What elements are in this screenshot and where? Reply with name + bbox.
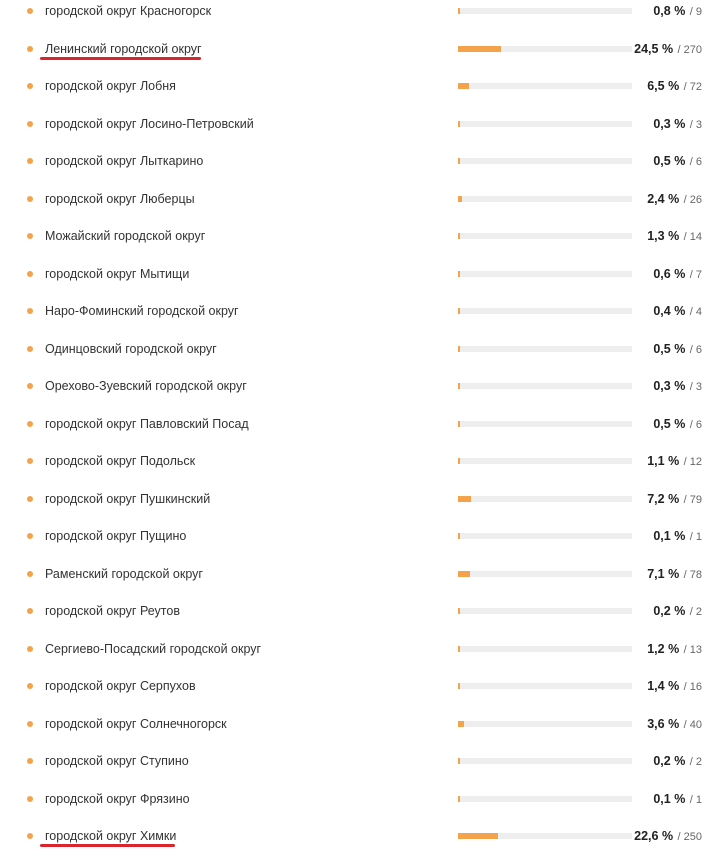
- list-item: [0, 189, 723, 227]
- list-item: [0, 1, 723, 39]
- district-name: городской округ Павловский Посад: [45, 416, 249, 431]
- share-bar-track: [458, 571, 632, 577]
- share-percent: 0,5 %: [653, 341, 686, 356]
- share-value: [620, 226, 702, 247]
- share-value: [620, 451, 702, 472]
- list-item: [0, 826, 723, 864]
- share-bar-fill: [458, 308, 460, 314]
- bullet-dot-icon: [27, 496, 33, 502]
- share-percent: 0,1 %: [653, 529, 686, 543]
- district-name: городской округ Пушкинский: [45, 491, 211, 506]
- list-item: [0, 114, 723, 152]
- share-count: / 7: [689, 268, 702, 281]
- share-count: / 12: [683, 456, 702, 468]
- share-bar-track: [458, 421, 632, 427]
- share-value: [620, 564, 702, 585]
- bullet-dot-icon: [27, 8, 33, 14]
- share-bar-track: [458, 646, 632, 652]
- district-name: городской округ Пущино: [45, 529, 187, 543]
- share-bar-track: [458, 158, 632, 164]
- share-percent: 0,3 %: [653, 116, 686, 131]
- bullet-dot-icon: [27, 458, 33, 464]
- bullet-dot-icon: [27, 758, 33, 764]
- bullet-dot-icon: [27, 833, 33, 839]
- bullet-dot-icon: [27, 571, 33, 577]
- share-value: [620, 714, 702, 735]
- share-value: [620, 751, 702, 772]
- share-bar-track: [458, 46, 632, 52]
- share-bar-track: [458, 796, 632, 802]
- highlight-underline: [40, 57, 201, 60]
- share-bar-fill: [458, 158, 460, 164]
- share-value: [620, 339, 702, 360]
- bullet-dot-icon: [27, 346, 33, 352]
- share-value: [620, 114, 702, 135]
- bullet-dot-icon: [27, 383, 33, 389]
- district-name: Раменский городской округ: [45, 566, 203, 581]
- share-value: [620, 826, 702, 847]
- share-bar-fill: [458, 421, 460, 427]
- bullet-dot-icon: [27, 796, 33, 802]
- share-bar-track: [458, 721, 632, 727]
- highlight-underline: [40, 844, 175, 847]
- share-value: [620, 789, 702, 810]
- share-value: [620, 414, 702, 435]
- list-item: [0, 601, 723, 639]
- share-count: / 40: [683, 718, 702, 731]
- bullet-dot-icon: [27, 308, 33, 314]
- district-name: Ленинский городской округ: [45, 41, 202, 56]
- share-value: [620, 189, 702, 210]
- bullet-dot-icon: [27, 608, 33, 614]
- share-bar-fill: [458, 271, 460, 277]
- share-count: / 72: [683, 81, 702, 93]
- share-bar-track: [458, 608, 632, 614]
- list-item: [0, 714, 723, 752]
- bullet-dot-icon: [27, 121, 33, 127]
- share-bar-track: [458, 458, 632, 464]
- share-count: / 4: [689, 306, 702, 318]
- district-name: городской округ Солнечногорск: [45, 716, 227, 731]
- share-value: [620, 76, 702, 97]
- share-percent: 0,8 %: [653, 4, 686, 18]
- share-percent: 2,4 %: [647, 191, 680, 206]
- bullet-dot-icon: [27, 271, 33, 277]
- list-item: [0, 376, 723, 414]
- share-value: [620, 1, 702, 22]
- share-percent: 0,1 %: [653, 791, 686, 806]
- share-percent: 0,3 %: [653, 379, 686, 393]
- share-bar-track: [458, 496, 632, 502]
- share-value: [620, 264, 702, 285]
- share-bar-fill: [458, 121, 460, 127]
- district-name: городской округ Химки: [45, 829, 177, 843]
- share-bar-track: [458, 383, 632, 389]
- share-bar-fill: [458, 533, 460, 539]
- share-percent: 3,6 %: [647, 716, 680, 731]
- share-count: / 79: [683, 493, 702, 506]
- share-count: / 26: [683, 193, 702, 206]
- share-bar-fill: [458, 46, 501, 52]
- share-count: / 6: [689, 418, 702, 431]
- share-percent: 1,1 %: [647, 454, 680, 468]
- share-count: / 78: [683, 568, 702, 581]
- list-item: [0, 564, 723, 602]
- bullet-dot-icon: [27, 46, 33, 52]
- share-bar-track: [458, 83, 632, 89]
- share-value: [620, 676, 702, 697]
- share-bar-fill: [458, 196, 462, 202]
- share-percent: 0,2 %: [653, 754, 686, 768]
- share-bar-track: [458, 683, 632, 689]
- share-bar-fill: [458, 646, 460, 652]
- share-count: / 1: [689, 531, 702, 543]
- district-name: Сергиево-Посадский городской округ: [45, 641, 262, 656]
- list-item: [0, 414, 723, 452]
- share-bar-fill: [458, 683, 460, 689]
- share-bar-fill: [458, 233, 460, 239]
- share-bar-track: [458, 233, 632, 239]
- district-name: городской округ Лобня: [45, 79, 176, 93]
- share-value: [620, 639, 702, 660]
- share-count: / 2: [689, 606, 702, 618]
- share-value: [620, 526, 702, 547]
- share-count: / 270: [677, 43, 702, 56]
- district-name: Можайский городской округ: [45, 229, 206, 243]
- share-value: [620, 489, 702, 510]
- district-name: городской округ Мытищи: [45, 266, 190, 281]
- share-count: / 13: [683, 643, 702, 656]
- share-bar-fill: [458, 758, 460, 764]
- share-count: / 1: [689, 793, 702, 806]
- share-percent: 0,6 %: [653, 266, 686, 281]
- bullet-dot-icon: [27, 158, 33, 164]
- share-percent: 7,2 %: [647, 491, 680, 506]
- list-item: [0, 489, 723, 527]
- share-bar-fill: [458, 833, 498, 839]
- share-percent: 0,4 %: [653, 304, 686, 318]
- share-bar-fill: [458, 496, 471, 502]
- share-percent: 1,2 %: [647, 641, 680, 656]
- share-percent: 0,5 %: [653, 154, 686, 168]
- share-count: / 16: [683, 681, 702, 693]
- share-count: / 250: [677, 831, 702, 843]
- list-item: [0, 676, 723, 714]
- share-percent: 1,4 %: [647, 679, 680, 693]
- list-item: [0, 151, 723, 189]
- share-percent: 24,5 %: [634, 41, 674, 56]
- share-bar-track: [458, 196, 632, 202]
- district-name: городской округ Лосино-Петровский: [45, 116, 254, 131]
- list-item: [0, 39, 723, 77]
- share-bar-fill: [458, 383, 460, 389]
- list-item: [0, 226, 723, 264]
- list-item: [0, 526, 723, 564]
- bullet-dot-icon: [27, 721, 33, 727]
- share-bar-track: [458, 121, 632, 127]
- share-count: / 6: [689, 156, 702, 168]
- share-bar-fill: [458, 721, 464, 727]
- list-item: [0, 264, 723, 302]
- district-name: городской округ Подольск: [45, 454, 196, 468]
- district-name: городской округ Люберцы: [45, 191, 195, 206]
- bullet-dot-icon: [27, 683, 33, 689]
- share-count: / 2: [689, 756, 702, 768]
- share-value: [620, 39, 702, 60]
- bullet-dot-icon: [27, 233, 33, 239]
- bullet-dot-icon: [27, 646, 33, 652]
- share-value: [620, 301, 702, 322]
- share-percent: 22,6 %: [634, 829, 674, 843]
- list-item: [0, 789, 723, 827]
- district-name: Одинцовский городской округ: [45, 341, 217, 356]
- share-bar-track: [458, 758, 632, 764]
- share-bar-fill: [458, 608, 460, 614]
- bullet-dot-icon: [27, 196, 33, 202]
- share-value: [620, 601, 702, 622]
- share-bar-fill: [458, 571, 470, 577]
- share-bar-track: [458, 271, 632, 277]
- district-name: городской округ Лыткарино: [45, 154, 204, 168]
- share-bar-track: [458, 533, 632, 539]
- list-item: [0, 639, 723, 677]
- district-name: городской округ Ступино: [45, 754, 189, 768]
- list-item: [0, 301, 723, 339]
- list-item: [0, 76, 723, 114]
- list-item: [0, 751, 723, 789]
- district-name: Наро-Фоминский городской округ: [45, 304, 239, 318]
- bullet-dot-icon: [27, 533, 33, 539]
- share-value: [620, 151, 702, 172]
- share-bar-fill: [458, 346, 460, 352]
- district-name: городской округ Красногорск: [45, 4, 212, 18]
- share-count: / 3: [689, 381, 702, 393]
- share-bar-track: [458, 308, 632, 314]
- bullet-dot-icon: [27, 421, 33, 427]
- district-name: городской округ Реутов: [45, 604, 180, 618]
- district-name: городской округ Серпухов: [45, 679, 196, 693]
- share-count: / 9: [689, 6, 702, 18]
- district-name: городской округ Фрязино: [45, 791, 190, 806]
- share-percent: 6,5 %: [647, 79, 680, 93]
- share-bar-fill: [458, 8, 460, 14]
- share-bar-track: [458, 8, 632, 14]
- list-item: [0, 339, 723, 377]
- share-percent: 0,5 %: [653, 416, 686, 431]
- share-count: / 6: [689, 343, 702, 356]
- list-item: [0, 451, 723, 489]
- share-percent: 1,3 %: [647, 229, 680, 243]
- share-bar-fill: [458, 796, 460, 802]
- share-bar-fill: [458, 83, 469, 89]
- district-name: Орехово-Зуевский городской округ: [45, 379, 247, 393]
- share-value: [620, 376, 702, 397]
- share-percent: 0,2 %: [653, 604, 686, 618]
- share-count: / 3: [689, 118, 702, 131]
- share-bar-track: [458, 346, 632, 352]
- share-bar-track: [458, 833, 632, 839]
- bullet-dot-icon: [27, 83, 33, 89]
- share-count: / 14: [683, 231, 702, 243]
- share-percent: 7,1 %: [647, 566, 680, 581]
- share-bar-fill: [458, 458, 460, 464]
